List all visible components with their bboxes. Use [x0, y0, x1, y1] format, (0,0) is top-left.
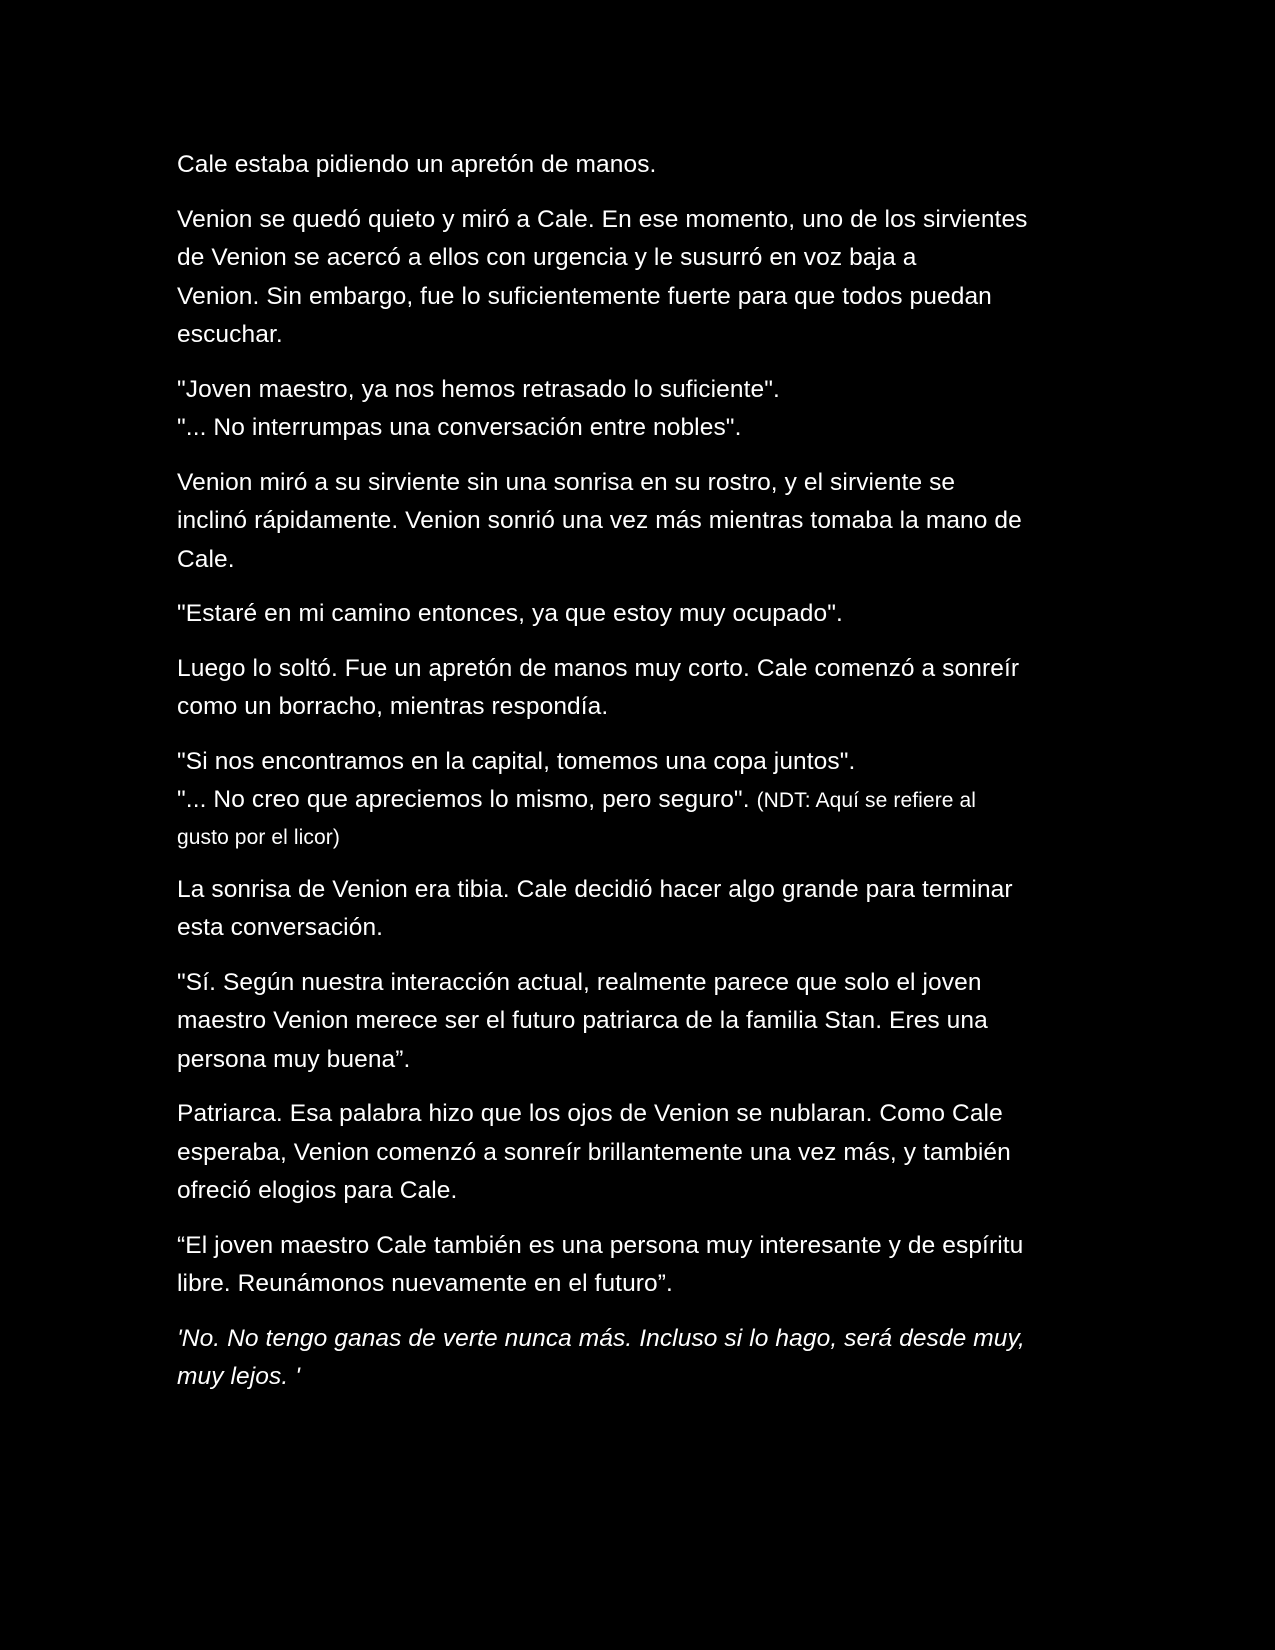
paragraph	[177, 650, 1097, 727]
dialogue-paragraph	[177, 1227, 1097, 1304]
inner-thought-paragraph	[177, 1320, 1097, 1397]
text-line: Cale.	[177, 545, 235, 573]
paragraph	[177, 1095, 1097, 1211]
text-line: Venion se quedó quieto y miró a Cale. En ese momento, uno de los sirvientes	[177, 205, 1028, 233]
dialogue-line: libre. Reunámonos nuevamente en el futuro”.	[177, 1270, 673, 1297]
dialogue-line: "... No interrumpas una conversación entre nobles".	[177, 414, 742, 441]
dialogue-paragraph	[177, 964, 1097, 1080]
dialogue-line: "Estaré en mi camino entonces, ya que estoy muy ocupado".	[177, 600, 843, 627]
dialogue-line: persona muy buena”.	[177, 1045, 411, 1073]
dialogue-line: "Sí. Según nuestra interacción actual, realmente parece que solo el joven	[177, 968, 982, 996]
thought-line: 'No. No tengo ganas de verte nunca más. Incluso si lo hago, será desde muy,	[177, 1324, 1025, 1352]
text-line: Venion miró a su sirviente sin una sonrisa en su rostro, y el sirviente se	[177, 468, 956, 496]
dialogue-text: "... No creo que apreciemos lo mismo, pero seguro".	[177, 786, 750, 813]
text-line: de Venion se acercó a ellos con urgencia y le susurró en voz baja a	[177, 244, 917, 271]
text-line: Patriarca. Esa palabra hizo que los ojos de Venion se nublaran. Como Cale	[177, 1100, 1003, 1127]
dialogue-line	[177, 781, 1097, 821]
dialogue-paragraph	[177, 371, 1097, 448]
dialogue-paragraph	[177, 595, 1097, 634]
dialogue-line: maestro Venion merece ser el futuro patriarca de la familia Stan. Eres una	[177, 1007, 988, 1034]
text-line: inclinó rápidamente. Venion sonrió una vez más mientras tomaba la mano de	[177, 507, 1022, 534]
paragraph	[177, 871, 1097, 948]
dialogue-line: "Si nos encontramos en la capital, tomemos una copa juntos".	[177, 747, 856, 775]
text-line: esta conversación.	[177, 914, 384, 941]
text-line: Cale estaba pidiendo un apretón de manos.	[177, 151, 657, 178]
text-line: como un borracho, mientras respondía.	[177, 693, 609, 720]
text-line: ofreció elogios para Cale.	[177, 1177, 458, 1204]
paragraph	[177, 146, 1097, 185]
dialogue-line: "Joven maestro, ya nos hemos retrasado lo suficiente".	[177, 375, 780, 403]
dialogue-paragraph	[177, 743, 1097, 855]
translator-note-continued: gusto por el licor)	[177, 825, 340, 849]
text-line: Venion. Sin embargo, fue lo suficientemente fuerte para que todos puedan	[177, 282, 992, 310]
paragraph	[177, 201, 1097, 355]
document-body	[177, 146, 1097, 1413]
text-line: escuchar.	[177, 321, 283, 348]
translator-note: (NDT: Aquí se refiere al	[756, 789, 977, 812]
thought-line: muy lejos. '	[177, 1363, 300, 1390]
paragraph	[177, 464, 1097, 580]
dialogue-line: “El joven maestro Cale también es una persona muy interesante y de espíritu	[177, 1231, 1024, 1259]
text-line: La sonrisa de Venion era tibia. Cale decidió hacer algo grande para terminar	[177, 875, 1013, 903]
text-line: esperaba, Venion comenzó a sonreír brillantemente una vez más, y también	[177, 1138, 1011, 1166]
text-line: Luego lo soltó. Fue un apretón de manos muy corto. Cale comenzó a sonreír	[177, 654, 1020, 682]
